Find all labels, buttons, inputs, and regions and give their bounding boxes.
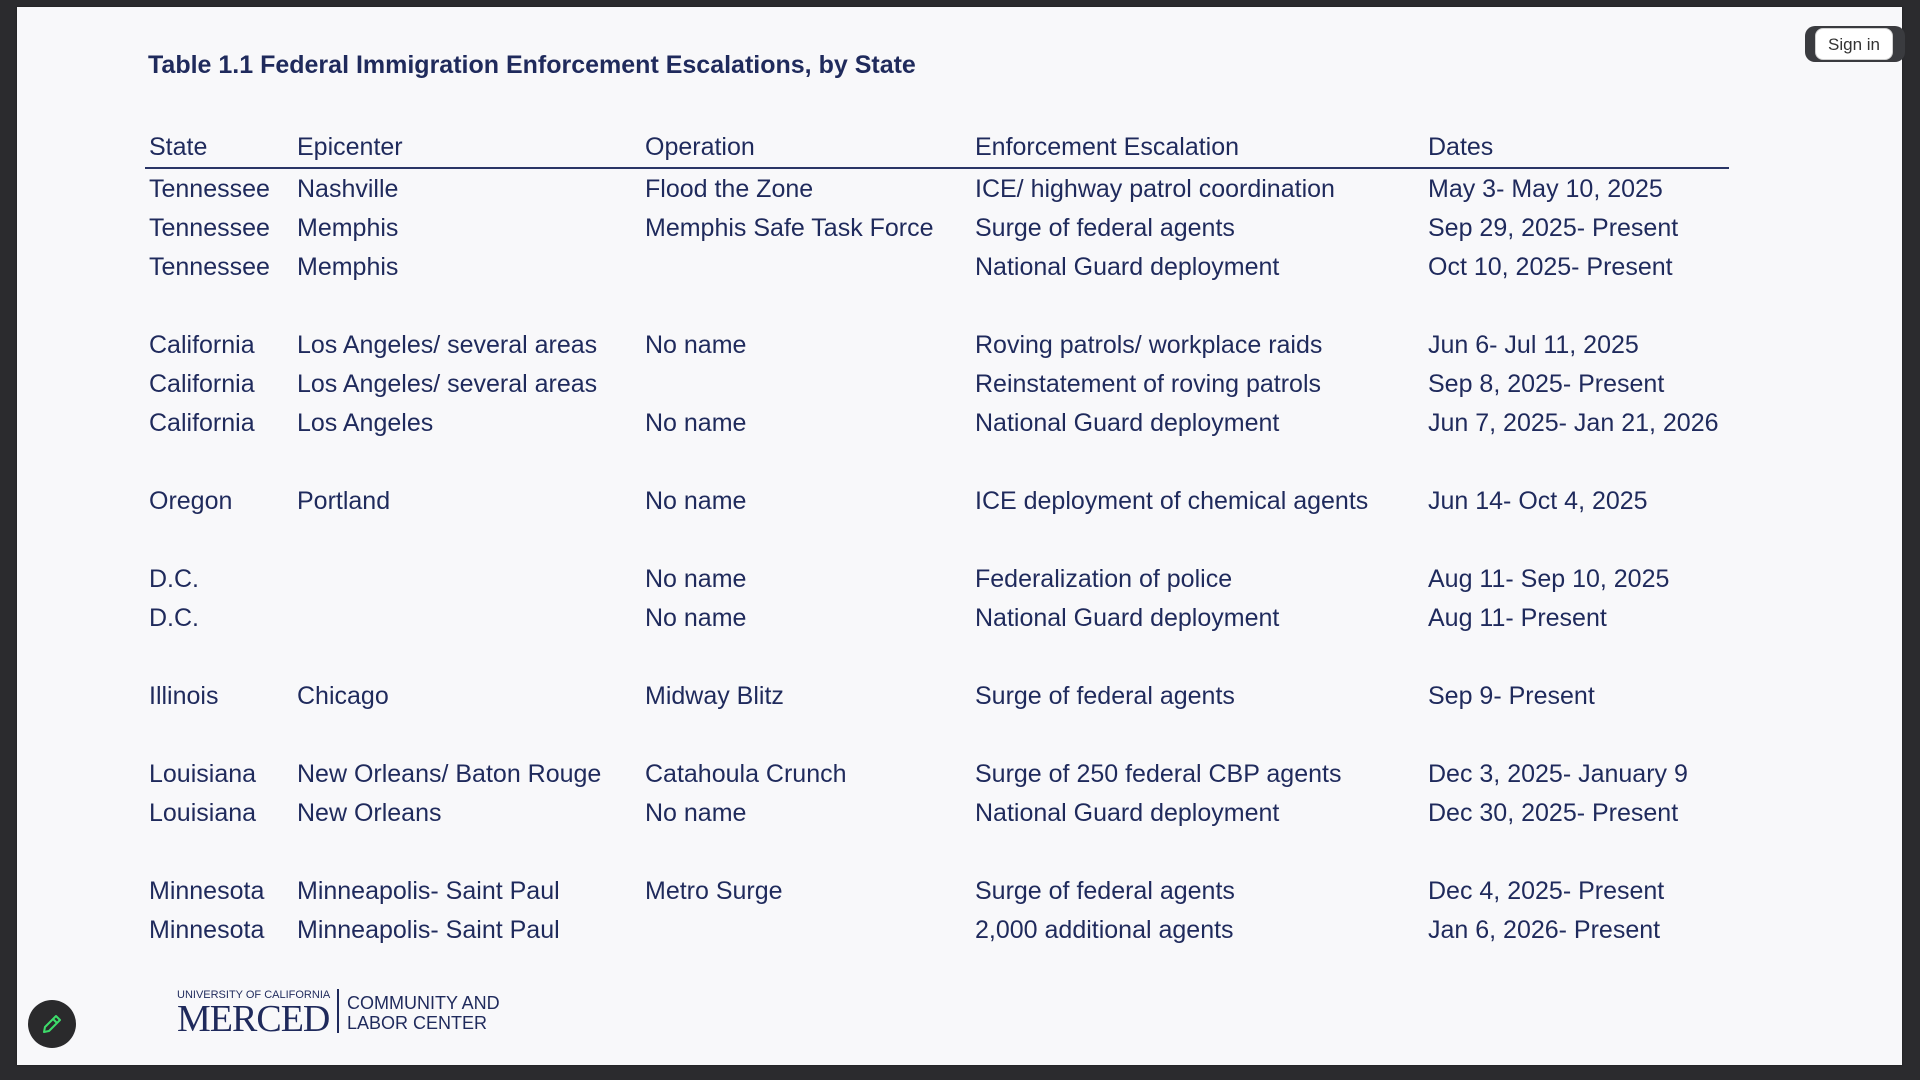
cell-state: Oregon: [149, 487, 233, 515]
table-row: [145, 403, 1729, 442]
cell-escalation: National Guard deployment: [975, 799, 1280, 827]
cell-state: Minnesota: [149, 916, 265, 944]
cell-dates: May 3- May 10, 2025: [1428, 175, 1663, 203]
cell-dates: Jan 6, 2026- Present: [1428, 916, 1661, 944]
group-spacer: [145, 637, 1729, 676]
cell-epicenter: Chicago: [297, 682, 389, 710]
cell-dates: Dec 3, 2025- January 9: [1428, 760, 1688, 788]
table-row: [145, 793, 1729, 832]
cell-epicenter: Los Angeles/ several areas: [297, 370, 598, 398]
group-spacer: [145, 286, 1729, 325]
table-row: [145, 676, 1729, 715]
cell-dates: Sep 29, 2025- Present: [1428, 214, 1679, 242]
cell-escalation: National Guard deployment: [975, 604, 1280, 632]
edit-button[interactable]: [28, 1000, 76, 1048]
table-row: [145, 169, 1729, 208]
table-title: Table 1.1 Federal Immigration Enforcement Escalations, by State: [148, 51, 916, 79]
cell-epicenter: New Orleans: [297, 799, 442, 827]
cell-epicenter: Portland: [297, 487, 391, 515]
cell-state: California: [149, 409, 255, 437]
cell-operation: Metro Surge: [645, 877, 783, 905]
cell-epicenter: Minneapolis- Saint Paul: [297, 877, 560, 905]
cell-epicenter: Memphis: [297, 214, 399, 242]
logo-center-line1: COMMUNITY AND: [347, 993, 500, 1013]
cell-state: Tennessee: [149, 214, 270, 242]
cell-dates: Jun 6- Jul 11, 2025: [1428, 331, 1639, 359]
cell-state: Tennessee: [149, 175, 270, 203]
cell-state: D.C.: [149, 604, 199, 632]
cell-epicenter: Minneapolis- Saint Paul: [297, 916, 560, 944]
cell-escalation: ICE deployment of chemical agents: [975, 487, 1369, 515]
cell-epicenter: Los Angeles/ several areas: [297, 331, 598, 359]
enforcement-table: [145, 129, 1729, 949]
header-state: State: [149, 133, 208, 161]
cell-operation: Memphis Safe Task Force: [645, 214, 934, 242]
cell-state: Louisiana: [149, 799, 257, 827]
cell-escalation: Reinstatement of roving patrols: [975, 370, 1322, 398]
cell-dates: Sep 8, 2025- Present: [1428, 370, 1665, 398]
table-row: [145, 481, 1729, 520]
cell-escalation: Surge of federal agents: [975, 877, 1235, 905]
cell-state: Illinois: [149, 682, 219, 710]
logo-divider: [337, 989, 339, 1033]
group-spacer: [145, 520, 1729, 559]
cell-dates: Dec 30, 2025- Present: [1428, 799, 1679, 827]
cell-dates: Aug 11- Present: [1428, 604, 1607, 632]
table-row: [145, 559, 1729, 598]
table-row: [145, 325, 1729, 364]
cell-state: D.C.: [149, 565, 199, 593]
logo-center-line2: LABOR CENTER: [347, 1013, 488, 1033]
cell-operation: No name: [645, 604, 747, 632]
cell-escalation: National Guard deployment: [975, 253, 1280, 281]
cell-state: Tennessee: [149, 253, 270, 281]
slide: [17, 7, 1902, 1065]
cell-operation: No name: [645, 565, 747, 593]
cell-dates: Jun 7, 2025- Jan 21, 2026: [1428, 409, 1719, 437]
table-header: [145, 129, 1729, 169]
cell-operation: Midway Blitz: [645, 682, 784, 710]
cell-operation: Catahoula Crunch: [645, 760, 847, 788]
table-row: [145, 247, 1729, 286]
header-epicenter: Epicenter: [297, 133, 403, 161]
group-spacer: [145, 715, 1729, 754]
cell-operation: No name: [645, 799, 747, 827]
cell-dates: Dec 4, 2025- Present: [1428, 877, 1665, 905]
table-row: [145, 754, 1729, 793]
table-row: [145, 364, 1729, 403]
logo-university-text: UNIVERSITY OF CALIFORNIA: [177, 989, 331, 1001]
cell-dates: Aug 11- Sep 10, 2025: [1428, 565, 1670, 593]
cell-state: California: [149, 331, 255, 359]
cell-escalation: Roving patrols/ workplace raids: [975, 331, 1323, 359]
cell-operation: No name: [645, 331, 747, 359]
cell-state: Minnesota: [149, 877, 265, 905]
cell-epicenter: New Orleans/ Baton Rouge: [297, 760, 602, 788]
cell-escalation: ICE/ highway patrol coordination: [975, 175, 1335, 203]
cell-operation: No name: [645, 487, 747, 515]
table-row: [145, 208, 1729, 247]
table-row: [145, 871, 1729, 910]
cell-epicenter: Los Angeles: [297, 409, 434, 437]
cell-epicenter: Nashville: [297, 175, 399, 203]
pencil-icon: [40, 1012, 64, 1036]
sign-in-button[interactable]: Sign in: [1815, 28, 1893, 60]
cell-escalation: 2,000 additional agents: [975, 916, 1234, 944]
cell-epicenter: Memphis: [297, 253, 399, 281]
cell-escalation: Surge of federal agents: [975, 214, 1235, 242]
cell-state: Louisiana: [149, 760, 257, 788]
cell-escalation: Federalization of police: [975, 565, 1233, 593]
header-dates: Dates: [1428, 133, 1494, 161]
cell-escalation: Surge of federal agents: [975, 682, 1235, 710]
cell-dates: Oct 10, 2025- Present: [1428, 253, 1673, 281]
cell-operation: Flood the Zone: [645, 175, 814, 203]
header-escalation: Enforcement Escalation: [975, 133, 1240, 161]
cell-dates: Sep 9- Present: [1428, 682, 1595, 710]
group-spacer: [145, 442, 1729, 481]
cell-operation: No name: [645, 409, 747, 437]
cell-state: California: [149, 370, 255, 398]
table-row: [145, 910, 1729, 949]
cell-escalation: National Guard deployment: [975, 409, 1280, 437]
logo-campus-text: MERCED: [177, 998, 330, 1040]
table-row: [145, 598, 1729, 637]
cell-escalation: Surge of 250 federal CBP agents: [975, 760, 1342, 788]
header-operation: Operation: [645, 133, 755, 161]
cell-dates: Jun 14- Oct 4, 2025: [1428, 487, 1648, 515]
group-spacer: [145, 832, 1729, 871]
